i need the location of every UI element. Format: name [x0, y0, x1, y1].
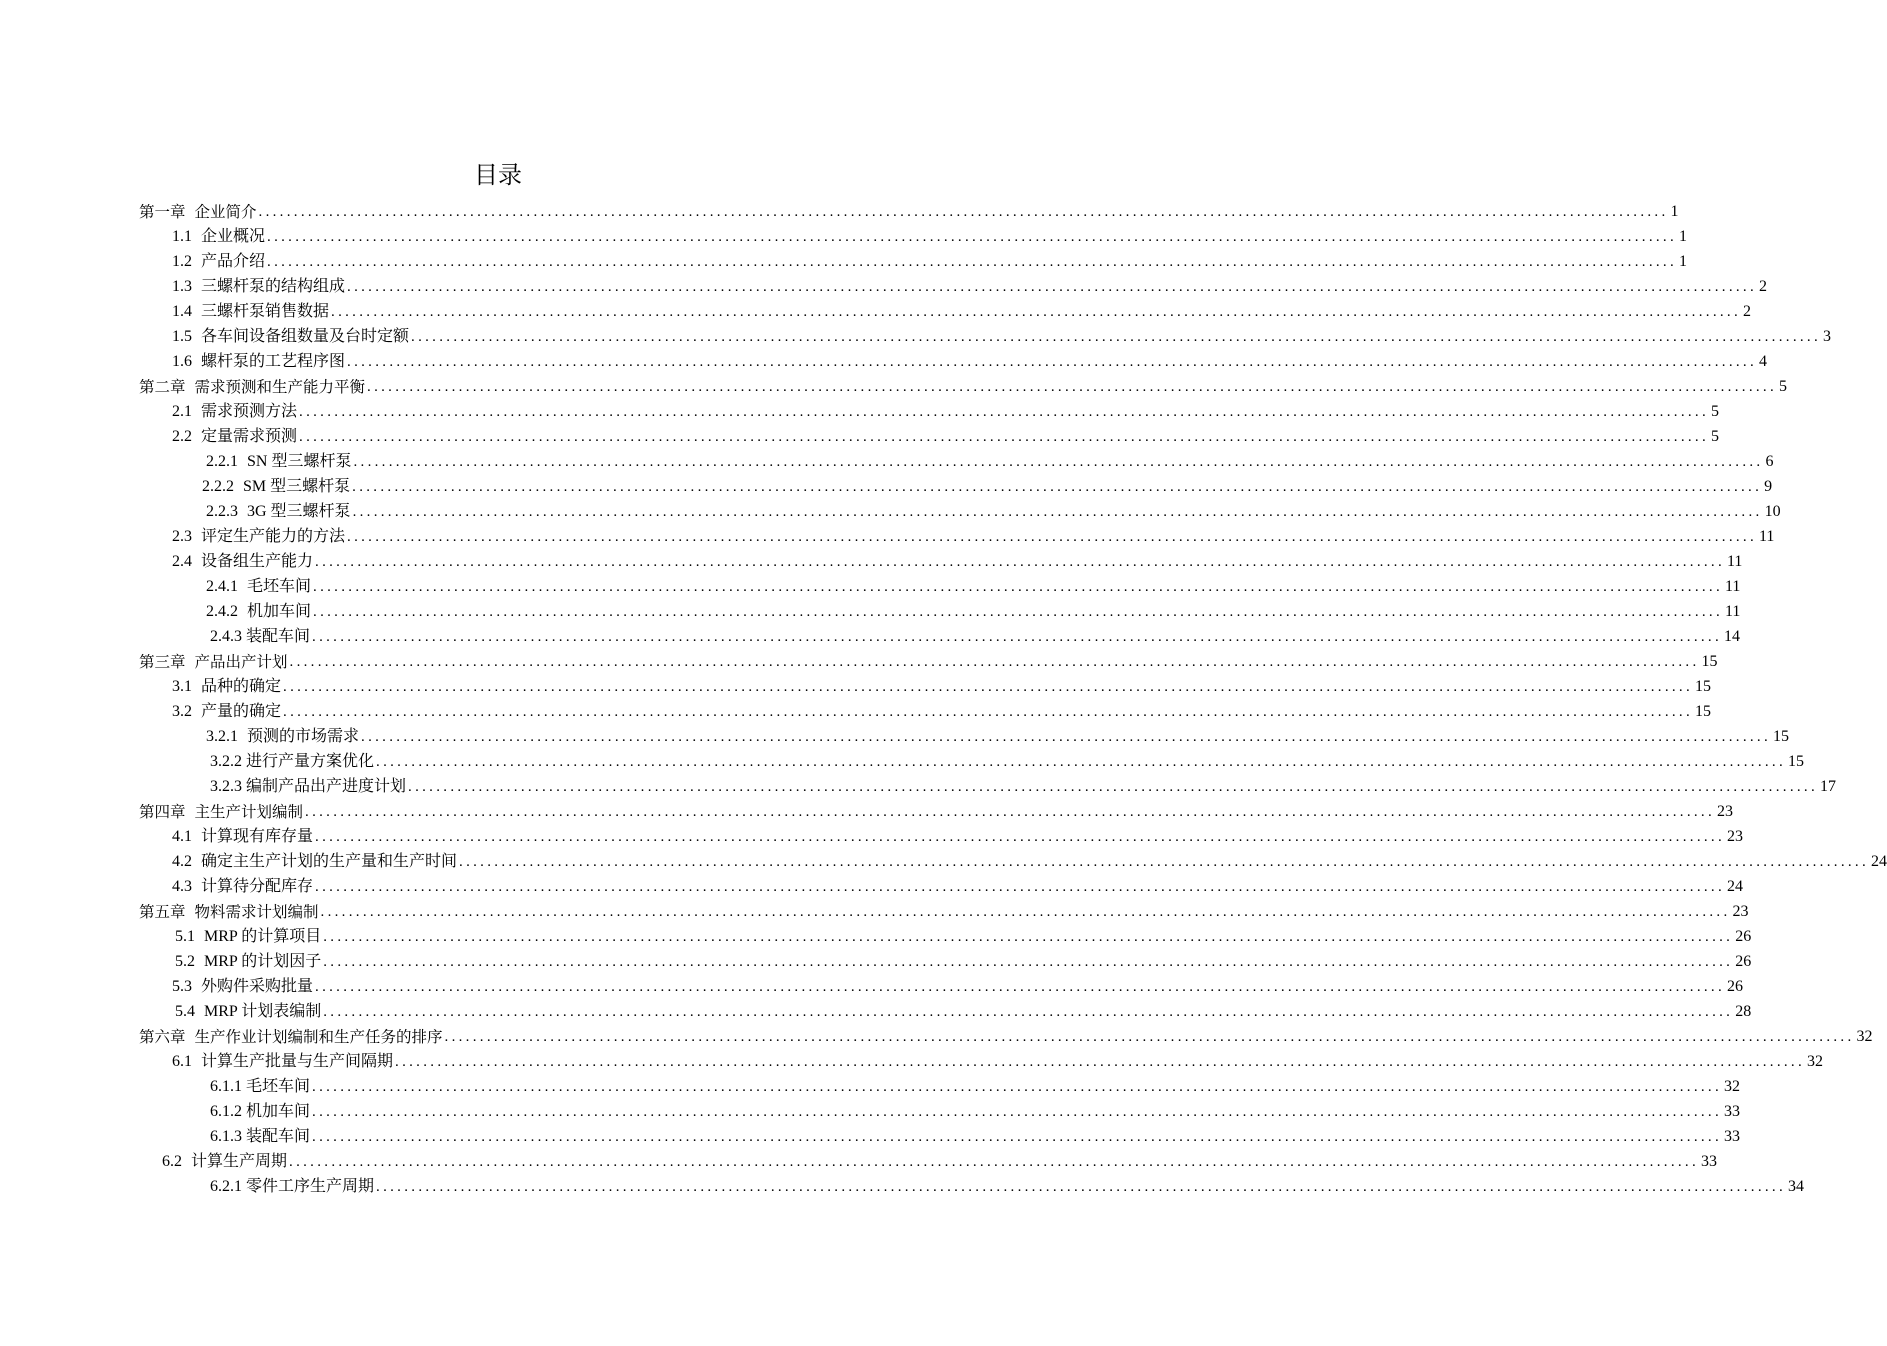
- toc-entry[interactable]: [0, 724, 1790, 749]
- toc-entry-label: [172, 677, 281, 697]
- toc-entry-number: 6.1.2: [210, 1103, 242, 1120]
- toc-entry-number: 4.2: [172, 853, 192, 870]
- toc-entry-label: [139, 202, 257, 222]
- toc-entry[interactable]: [0, 1174, 1805, 1199]
- toc-entry-text: 三螺杆泵销售数据: [201, 303, 330, 320]
- toc-page-number: 15: [1788, 753, 1805, 770]
- toc-entry-text: SN 型三螺杆泵: [247, 453, 352, 470]
- toc-entry-text: 品种的确定: [201, 678, 282, 695]
- toc-entry-number: 1.1: [172, 228, 192, 245]
- toc-entry-number: 2.4: [172, 553, 192, 570]
- toc-entry-number: 1.4: [172, 303, 192, 320]
- toc-entry-text: MRP 的计划因子: [204, 953, 322, 970]
- toc-leader-dots: ........................................................................................................................................................................................................: [361, 729, 1772, 745]
- toc-entry[interactable]: [0, 249, 1688, 274]
- toc-entry[interactable]: [0, 749, 1805, 774]
- toc-page-number: 23: [1717, 803, 1734, 820]
- toc-page-number: 5: [1711, 403, 1720, 420]
- toc-entry-text: 机加车间: [247, 603, 312, 620]
- toc-entry-number: 5.1: [175, 928, 195, 945]
- toc-entry-text: 物料需求计划编制: [194, 903, 319, 921]
- toc-entry[interactable]: [0, 549, 1743, 574]
- toc-entry-text: MRP 计划表编制: [204, 1003, 322, 1020]
- toc-entry[interactable]: [0, 1024, 1873, 1049]
- toc-entry[interactable]: [0, 1124, 1741, 1149]
- toc-entry[interactable]: [0, 674, 1712, 699]
- toc-page-number: 4: [1759, 353, 1768, 370]
- toc-entry[interactable]: [0, 274, 1768, 299]
- toc-entry-number: 1.5: [172, 328, 192, 345]
- toc-page-number: 32: [1724, 1078, 1741, 1095]
- toc-entry[interactable]: [0, 224, 1688, 249]
- toc-entry-label: [210, 1127, 310, 1147]
- toc-entry-label: [139, 377, 365, 397]
- toc-page-number: 15: [1773, 728, 1790, 745]
- toc-entry[interactable]: [0, 699, 1712, 724]
- toc-leader-dots: ........................................................................................................................................................................................................: [323, 954, 1734, 970]
- toc-entry-label: [172, 852, 457, 872]
- toc-entry-text: 计算现有库存量: [201, 828, 314, 845]
- toc-entry-label: [206, 452, 351, 472]
- toc-leader-dots: ........................................................................................................................................................................................................: [352, 479, 1763, 495]
- toc-entry-number: 2.2.1: [206, 453, 238, 470]
- toc-leader-dots: ........................................................................................................................................................................................................: [315, 879, 1726, 895]
- toc-entry-label: [172, 352, 345, 372]
- toc-page-number: 33: [1724, 1128, 1741, 1145]
- toc-entry-label: [172, 827, 313, 847]
- toc-leader-dots: ........................................................................................................................................................................................................: [320, 904, 1731, 920]
- toc-page-number: 28: [1735, 1003, 1752, 1020]
- toc-entry[interactable]: [0, 899, 1749, 924]
- toc-leader-dots: ........................................................................................................................................................................................................: [315, 554, 1726, 570]
- toc-leader-dots: ........................................................................................................................................................................................................: [312, 629, 1723, 645]
- toc-leader-dots: ........................................................................................................................................................................................................: [313, 579, 1724, 595]
- toc-entry-number: 4.1: [172, 828, 192, 845]
- toc-entry-number: 2.4.2: [206, 603, 238, 620]
- toc-leader-dots: ........................................................................................................................................................................................................: [331, 304, 1742, 320]
- toc-leader-dots: ........................................................................................................................................................................................................: [267, 229, 1678, 245]
- toc-entry-text: 编制产品出产进度计划: [246, 778, 407, 795]
- toc-page-number: 11: [1727, 553, 1743, 570]
- toc-entry[interactable]: [0, 949, 1752, 974]
- toc-entry-number: 3.1: [172, 678, 192, 695]
- toc-entry-number: 3.2.3: [210, 778, 242, 795]
- toc-leader-dots: ........................................................................................................................................................................................................: [313, 604, 1724, 620]
- toc-page-number: 1: [1679, 228, 1688, 245]
- toc-entry-label: [139, 902, 319, 922]
- toc-entry-text: 进行产量方案优化: [246, 753, 375, 770]
- toc-entry[interactable]: [0, 424, 1720, 449]
- toc-entry-number: 5.4: [175, 1003, 195, 1020]
- toc-page-number: 24: [1727, 878, 1744, 895]
- toc-page-number: 26: [1727, 978, 1744, 995]
- toc-entry-label: [172, 552, 313, 572]
- toc-entry-number: 6.1.3: [210, 1128, 242, 1145]
- toc-leader-dots: ........................................................................................................................................................................................................: [267, 254, 1678, 270]
- toc-entry[interactable]: [0, 1099, 1741, 1124]
- toc-page-number: 5: [1711, 428, 1720, 445]
- toc-entry-text: 产量的确定: [201, 703, 282, 720]
- toc-entry-text: 产品出产计划: [194, 653, 288, 671]
- toc-entry-label: [175, 927, 321, 947]
- toc-entry[interactable]: [0, 1074, 1741, 1099]
- toc-leader-dots: ........................................................................................................................................................................................................: [411, 329, 1822, 345]
- toc-entry[interactable]: [0, 874, 1744, 899]
- toc-entry-label: [210, 777, 406, 797]
- toc-entry-number: 6.1: [172, 1053, 192, 1070]
- toc-entry-text: 评定生产能力的方法: [201, 528, 346, 545]
- toc-page-number: 34: [1788, 1178, 1805, 1195]
- toc-entry[interactable]: [0, 474, 1773, 499]
- toc-entry[interactable]: [0, 449, 1774, 474]
- toc-entry-label: [206, 502, 351, 522]
- toc-page-number: 26: [1735, 953, 1752, 970]
- toc-entry[interactable]: [0, 399, 1720, 424]
- toc-entry[interactable]: [0, 199, 1679, 224]
- toc-leader-dots: ........................................................................................................................................................................................................: [315, 829, 1726, 845]
- toc-leader-dots: ........................................................................................................................................................................................................: [312, 1079, 1723, 1095]
- toc-page-number: 11: [1725, 578, 1741, 595]
- toc-entry-number: 1.3: [172, 278, 192, 295]
- toc-entry[interactable]: [0, 849, 1887, 874]
- toc-list: [0, 199, 1887, 1199]
- toc-entry-text: SM 型三螺杆泵: [243, 478, 351, 495]
- toc-leader-dots: ........................................................................................................................................................................................................: [376, 754, 1787, 770]
- toc-entry-text: 外购件采购批量: [201, 978, 314, 995]
- toc-entry[interactable]: [0, 774, 1837, 799]
- toc-entry-label: [172, 527, 345, 547]
- toc-entry-label: [172, 277, 345, 297]
- toc-entry-number: 6.1.1: [210, 1078, 242, 1095]
- toc-entry-label: [139, 802, 303, 822]
- toc-entry-label: [172, 1052, 393, 1072]
- toc-page-number: 1: [1670, 203, 1679, 220]
- toc-entry-number: 3.2.1: [206, 728, 238, 745]
- toc-entry-number: 2.2.2: [202, 478, 234, 495]
- toc-page-number: 26: [1735, 928, 1752, 945]
- toc-leader-dots: ........................................................................................................................................................................................................: [376, 1179, 1787, 1195]
- toc-page-number: 15: [1695, 703, 1712, 720]
- toc-page-number: 10: [1764, 503, 1781, 520]
- toc-page-number: 24: [1871, 853, 1887, 870]
- toc-entry-number: 5.2: [175, 953, 195, 970]
- toc-entry-number: 6.2.1: [210, 1178, 242, 1195]
- toc-entry-number: 2.4.3: [210, 628, 242, 645]
- toc-entry-text: 3G 型三螺杆泵: [247, 503, 351, 520]
- toc-entry[interactable]: [0, 499, 1781, 524]
- toc-entry-label: [206, 577, 311, 597]
- toc-entry-number: 第二章: [139, 378, 186, 396]
- toc-entry-label: [172, 877, 313, 897]
- toc-page-number: 33: [1724, 1103, 1741, 1120]
- toc-entry-label: [210, 752, 374, 772]
- toc-entry-label: [172, 977, 313, 997]
- toc-entry[interactable]: [0, 299, 1752, 324]
- toc-leader-dots: ........................................................................................................................................................................................................: [289, 654, 1700, 670]
- toc-entry-label: [206, 727, 359, 747]
- toc-leader-dots: ........................................................................................................................................................................................................: [347, 354, 1758, 370]
- toc-entry[interactable]: [0, 974, 1744, 999]
- toc-entry-label: [172, 252, 265, 272]
- toc-leader-dots: ........................................................................................................................................................................................................: [289, 1154, 1700, 1170]
- toc-page-number: 11: [1725, 603, 1741, 620]
- toc-entry-text: 各车间设备组数量及台时定额: [201, 328, 410, 345]
- toc-entry-text: 预测的市场需求: [247, 728, 360, 745]
- toc-entry-text: 主生产计划编制: [194, 803, 304, 821]
- toc-entry-number: 第五章: [139, 903, 186, 921]
- toc-entry-label: [206, 602, 311, 622]
- toc-entry-label: [210, 1102, 310, 1122]
- toc-entry-number: 2.4.1: [206, 578, 238, 595]
- toc-leader-dots: ........................................................................................................................................................................................................: [283, 679, 1694, 695]
- toc-entry-text: 定量需求预测: [201, 428, 298, 445]
- toc-entry[interactable]: [0, 824, 1744, 849]
- toc-page-number: 23: [1732, 903, 1749, 920]
- toc-entry-number: 第四章: [139, 803, 186, 821]
- toc-entry[interactable]: [0, 574, 1741, 599]
- toc-entry-label: [175, 1002, 321, 1022]
- toc-entry-number: 3.2: [172, 703, 192, 720]
- toc-entry[interactable]: [0, 799, 1734, 824]
- toc-leader-dots: ........................................................................................................................................................................................................: [347, 529, 1758, 545]
- toc-leader-dots: ........................................................................................................................................................................................................: [367, 379, 1778, 395]
- toc-entry-text: 企业概况: [201, 228, 266, 245]
- toc-title: 目录: [474, 161, 522, 189]
- toc-entry-text: 毛坯车间: [246, 1078, 311, 1095]
- toc-page-number: 14: [1724, 628, 1741, 645]
- toc-entry[interactable]: [0, 1149, 1718, 1174]
- toc-leader-dots: ........................................................................................................................................................................................................: [323, 929, 1734, 945]
- toc-entry-label: [139, 1027, 443, 1047]
- toc-entry[interactable]: [0, 524, 1775, 549]
- toc-entry-label: [172, 327, 409, 347]
- toc-entry-number: 6.2: [162, 1153, 182, 1170]
- toc-entry[interactable]: [0, 624, 1741, 649]
- toc-entry-label: [210, 1077, 310, 1097]
- toc-entry-text: 计算生产批量与生产间隔期: [201, 1053, 394, 1070]
- toc-entry-number: 5.3: [172, 978, 192, 995]
- toc-entry-number: 1.6: [172, 353, 192, 370]
- toc-entry-text: 装配车间: [246, 628, 311, 645]
- toc-page-number: 32: [1856, 1028, 1873, 1045]
- toc-leader-dots: ........................................................................................................................................................................................................: [408, 779, 1819, 795]
- toc-entry[interactable]: [0, 374, 1788, 399]
- toc-leader-dots: ........................................................................................................................................................................................................: [312, 1104, 1723, 1120]
- toc-entry[interactable]: [0, 999, 1752, 1024]
- toc-leader-dots: ........................................................................................................................................................................................................: [353, 454, 1764, 470]
- toc-entry-number: 第一章: [139, 203, 186, 221]
- toc-leader-dots: ........................................................................................................................................................................................................: [258, 204, 1669, 220]
- toc-entry-text: 生产作业计划编制和生产任务的排序: [194, 1028, 443, 1046]
- toc-leader-dots: ........................................................................................................................................................................................................: [299, 429, 1710, 445]
- toc-entry-label: [172, 427, 297, 447]
- toc-entry-text: 毛坯车间: [247, 578, 312, 595]
- toc-page-number: 2: [1743, 303, 1752, 320]
- toc-entry-text: 计算待分配库存: [201, 878, 314, 895]
- toc-leader-dots: ........................................................................................................................................................................................................: [312, 1129, 1723, 1145]
- toc-entry-label: [172, 402, 297, 422]
- toc-entry-text: 零件工序生产周期: [246, 1178, 375, 1195]
- toc-leader-dots: ........................................................................................................................................................................................................: [305, 804, 1716, 820]
- toc-entry-label: [210, 1177, 374, 1197]
- toc-entry-number: 第三章: [139, 653, 186, 671]
- toc-entry[interactable]: [0, 1049, 1824, 1074]
- toc-entry-label: [210, 627, 310, 647]
- toc-leader-dots: ........................................................................................................................................................................................................: [283, 704, 1694, 720]
- toc-entry-text: 机加车间: [246, 1103, 311, 1120]
- toc-page-number: 3: [1823, 328, 1832, 345]
- toc-entry[interactable]: [0, 649, 1718, 674]
- toc-entry-label: [172, 702, 281, 722]
- toc-entry-text: 三螺杆泵的结构组成: [201, 278, 346, 295]
- toc-entry-number: 2.2.3: [206, 503, 238, 520]
- toc-entry[interactable]: [0, 324, 1832, 349]
- toc-entry[interactable]: [0, 924, 1752, 949]
- toc-entry-number: 4.3: [172, 878, 192, 895]
- toc-entry[interactable]: [0, 599, 1741, 624]
- toc-page-number: 32: [1807, 1053, 1824, 1070]
- toc-leader-dots: ........................................................................................................................................................................................................: [459, 854, 1870, 870]
- toc-page-number: 2: [1759, 278, 1768, 295]
- toc-entry-number: 3.2.2: [210, 753, 242, 770]
- toc-page-number: 5: [1779, 378, 1788, 395]
- toc-entry-label: [162, 1152, 287, 1172]
- toc-entry-text: 设备组生产能力: [201, 553, 314, 570]
- toc-page-number: 1: [1679, 253, 1688, 270]
- toc-entry-text: 装配车间: [246, 1128, 311, 1145]
- toc-entry-text: 螺杆泵的工艺程序图: [201, 353, 346, 370]
- toc-entry-number: 2.3: [172, 528, 192, 545]
- toc-entry-text: 需求预测和生产能力平衡: [194, 378, 366, 396]
- toc-entry-number: 1.2: [172, 253, 192, 270]
- toc-leader-dots: ........................................................................................................................................................................................................: [395, 1054, 1806, 1070]
- toc-entry-label: [202, 477, 350, 497]
- toc-page-number: 11: [1759, 528, 1775, 545]
- toc-entry-label: [172, 227, 265, 247]
- toc-entry-number: 第六章: [139, 1028, 186, 1046]
- toc-page-number: 17: [1820, 778, 1837, 795]
- toc-entry-number: 2.2: [172, 428, 192, 445]
- toc-leader-dots: ........................................................................................................................................................................................................: [444, 1029, 1855, 1045]
- toc-entry-text: 需求预测方法: [201, 403, 298, 420]
- toc-page-number: 23: [1727, 828, 1744, 845]
- toc-entry[interactable]: [0, 349, 1768, 374]
- toc-entry-text: MRP 的计算项目: [204, 928, 322, 945]
- toc-page-number: 15: [1701, 653, 1718, 670]
- toc-entry-number: 2.1: [172, 403, 192, 420]
- toc-page-number: 9: [1764, 478, 1773, 495]
- toc-entry-label: [139, 652, 288, 672]
- toc-entry-label: [172, 302, 329, 322]
- toc-page-number: 15: [1695, 678, 1712, 695]
- toc-entry-text: 计算生产周期: [191, 1153, 288, 1170]
- toc-leader-dots: ........................................................................................................................................................................................................: [299, 404, 1710, 420]
- toc-leader-dots: ........................................................................................................................................................................................................: [347, 279, 1758, 295]
- toc-entry-label: [175, 952, 321, 972]
- toc-entry-text: 企业简介: [194, 203, 257, 221]
- toc-leader-dots: ........................................................................................................................................................................................................: [315, 979, 1726, 995]
- toc-entry-text: 确定主生产计划的生产量和生产时间: [201, 853, 458, 870]
- toc-page-number: 6: [1765, 453, 1774, 470]
- toc-leader-dots: ........................................................................................................................................................................................................: [323, 1004, 1734, 1020]
- toc-page-number: 33: [1701, 1153, 1718, 1170]
- toc-leader-dots: ........................................................................................................................................................................................................: [352, 504, 1763, 520]
- toc-entry-text: 产品介绍: [201, 253, 266, 270]
